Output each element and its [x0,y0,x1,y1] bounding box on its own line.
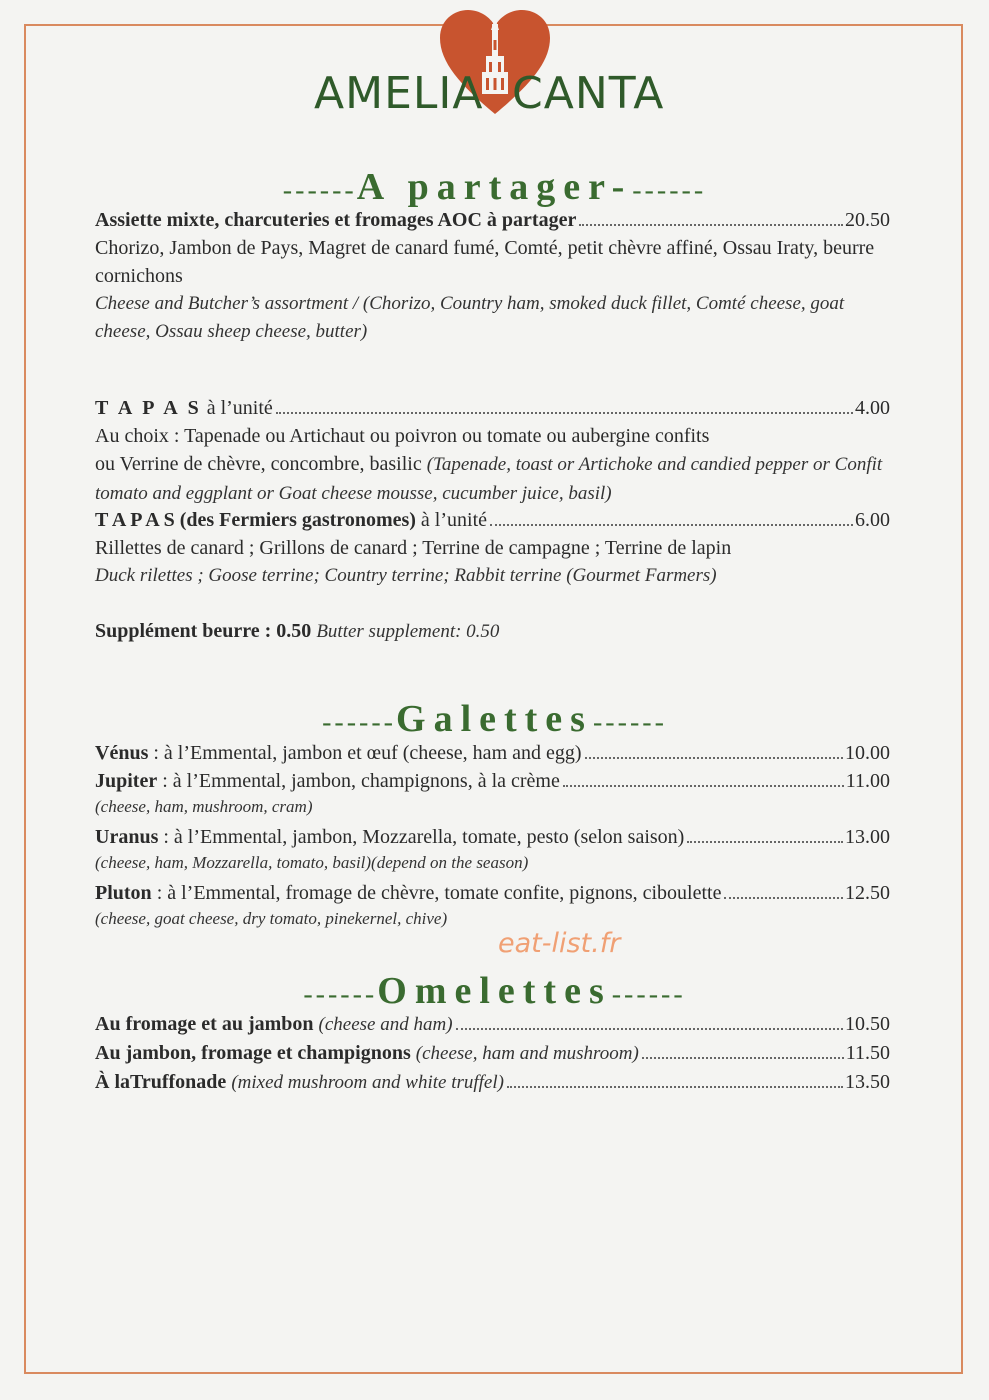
tapas-fermiers-item [95,506,890,590]
assiette-name: Assiette mixte, charcuteries et fromages AOC à partager [95,209,577,231]
tapas-fermiers-name: T A P A S (des Fermiers gastronomes) [95,509,416,531]
brand-name-left: AMELIA [314,68,484,119]
galette-name: Jupiter [95,770,158,792]
omelette-list [95,1010,890,1097]
galette-price: 11.00 [845,770,890,792]
galette-jupiter [95,767,890,819]
tapas-name: T A P A S [95,397,202,419]
tapas-fermiers-price: 6.00 [855,509,890,531]
galette-name: Uranus [95,826,159,848]
tapas-unit: à l’unité [206,397,273,419]
tapas-price: 4.00 [855,397,890,419]
galette-price: 13.00 [845,826,890,848]
tapas-fermiers-unit: à l’unité [420,509,488,531]
assiette-desc: Chorizo, Jambon de Pays, Magret de canard fumé, Comté, petit chèvre affiné, Ossau Iraty, beurre cornichons [95,237,875,287]
supplement-en: Butter supplement: 0.50 [316,621,500,642]
assiette-price: 20.50 [845,209,890,231]
galette-name: Pluton [95,882,152,904]
galette-desc: : à l’Emmental, jambon, champignons, à la crème [157,770,560,792]
supplement-fr: Supplément beurre : 0.50 [95,620,312,642]
brand-name-right: CANTA [512,68,665,119]
omelette-item: Au fromage et au jambon (cheese and ham) 10.50 [95,1013,890,1035]
galette-desc-en: (cheese, goat cheese, dry tomato, pinekernel, chive) [95,909,448,928]
omelette-item: Au jambon, fromage et champignons (cheese, ham and mushroom) 11.50 [95,1042,890,1064]
galette-desc: : à l’Emmental, fromage de chèvre, tomate confite, pignons, ciboulette [151,882,722,904]
assiette-desc-en: Cheese and Butcher’s assortment / (Chorizo, Country ham, smoked duck fillet, Comté cheese, goat cheese, Ossau sheep cheese, butter) [95,293,845,342]
galette-price: 12.50 [845,882,890,904]
galette-venus [95,739,890,767]
section-heading-partager: ------A partager------- [282,166,707,208]
tapas-desc-en: (Tapenade, toast or Artichoke and candied pepper or Confit tomato and eggplant or Goat cheese mousse, cucumber juice, basil) [95,454,883,504]
omelette-item: À laTruffonade (mixed mushroom and white truffel) 13.50 [95,1071,890,1093]
galette-desc: : à l’Emmental, jambon, Mozzarella, tomate, pesto (selon saison) [158,826,685,848]
watermark: eat-list.fr [498,928,621,959]
galette-price: 10.00 [845,742,890,764]
tapas-fermiers-desc-en: Duck rilettes ; Goose terrine; Country terrine; Rabbit terrine (Gourmet Farmers) [95,565,717,586]
tapas-fermiers-desc: Rillettes de canard ; Grillons de canard ; Terrine de campagne ; Terrine de lapin [95,537,732,559]
galette-uranus [95,823,890,875]
galette-desc-en: (cheese, ham, mushroom, cram) [95,797,313,816]
section-heading-omelettes: ------Omelettes------ [303,970,686,1012]
tapas-desc-line2: ou Verrine de chèvre, concombre, basilic [95,453,422,475]
galette-desc: : à l’Emmental, jambon et œuf (cheese, ham and egg) [148,742,582,764]
galette-desc-en: (cheese, ham, Mozzarella, tomato, basil)(depend on the season) [95,853,529,872]
assiette-item [95,206,890,346]
supplement-line [95,617,890,646]
galette-name: Vénus [95,742,149,764]
tapas-item [95,394,890,508]
galette-pluton [95,879,890,931]
logo [300,8,690,128]
section-heading-galettes: ------Galettes------ [322,698,667,740]
tapas-desc-line1: Au choix : Tapenade ou Artichaut ou poivron ou tomate ou aubergine confits [95,425,710,447]
